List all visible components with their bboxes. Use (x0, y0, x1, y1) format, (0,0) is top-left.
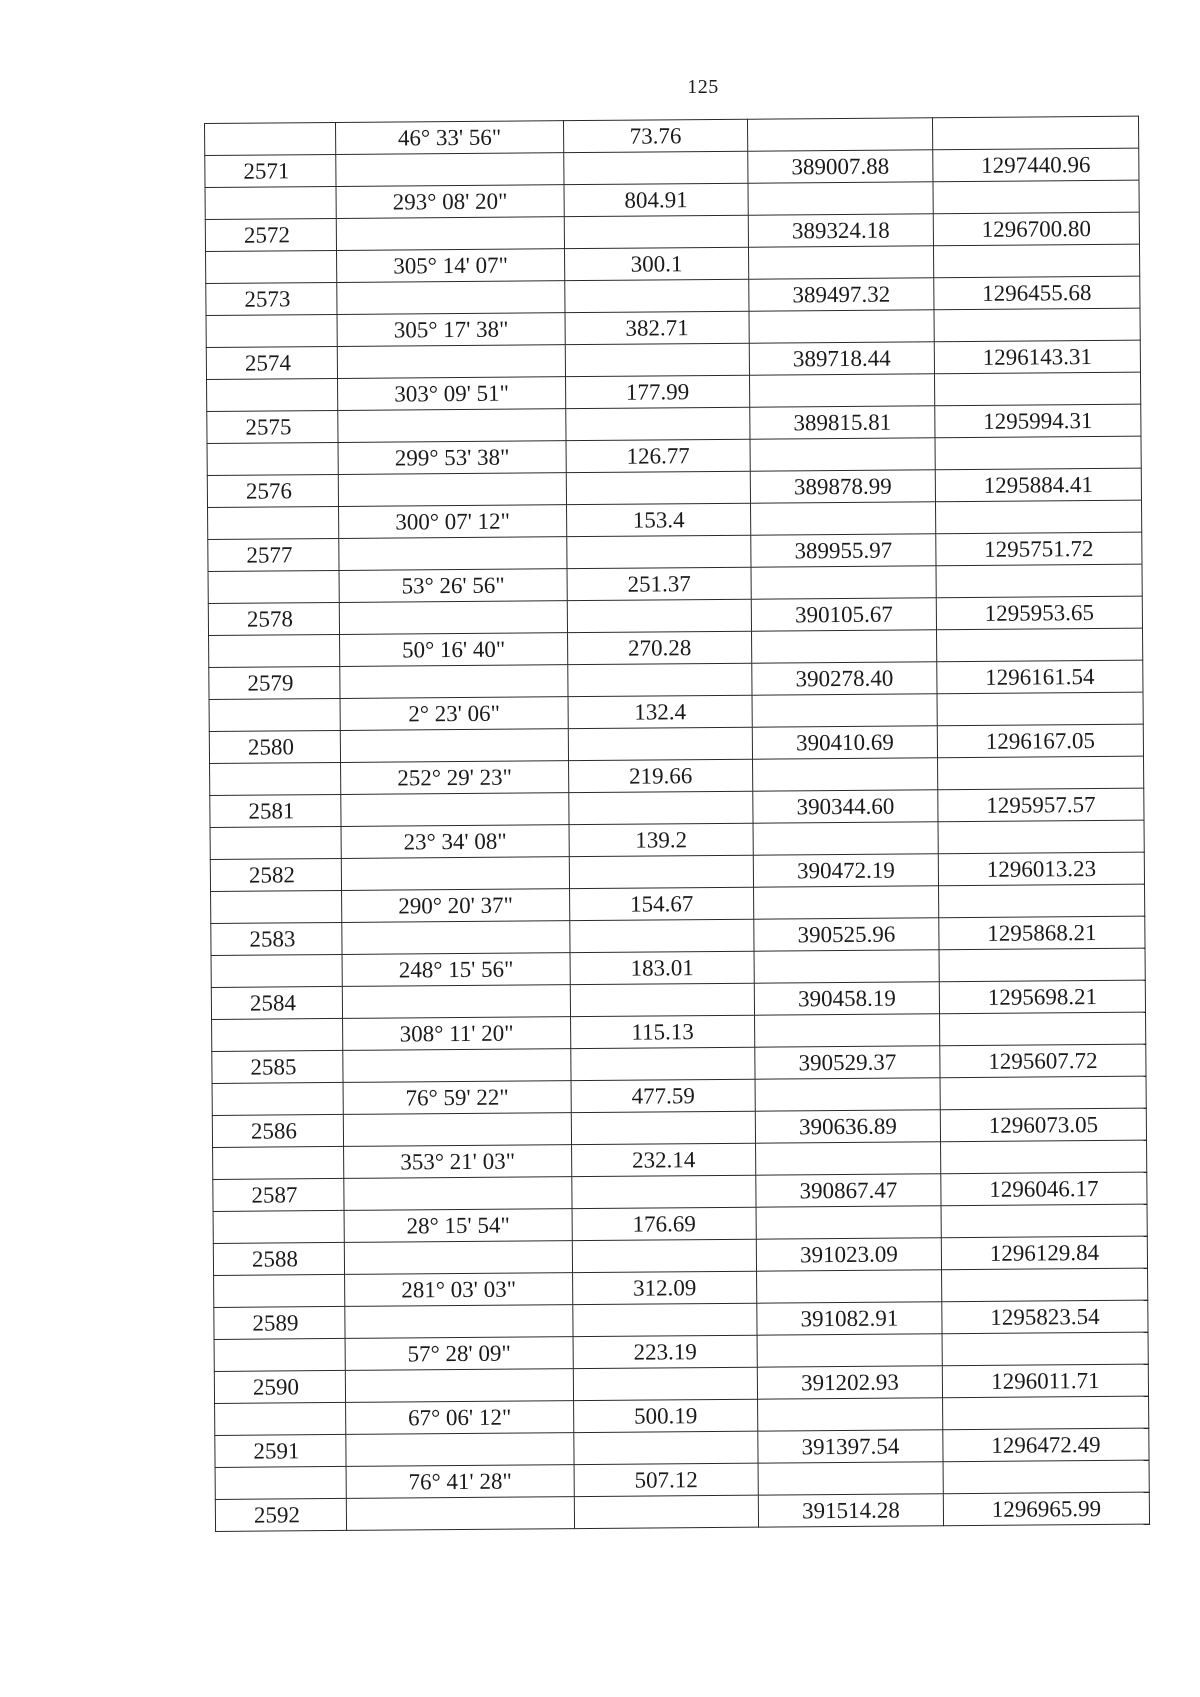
easting-cell: 389718.44 (749, 342, 934, 375)
distance-cell (567, 535, 751, 568)
bearing-cell (342, 985, 570, 1019)
station-cell: 2572 (205, 218, 336, 251)
station-cell (212, 1018, 343, 1051)
bearing-cell: 305° 17' 38" (337, 313, 565, 347)
bearing-cell (338, 409, 566, 443)
easting-cell (754, 950, 939, 983)
northing-cell (938, 820, 1144, 854)
distance-cell: 232.14 (572, 1143, 756, 1176)
station-cell: 2592 (215, 1498, 346, 1531)
distance-cell: 507.12 (574, 1463, 758, 1496)
easting-cell: 389324.18 (748, 214, 933, 247)
easting-cell: 389878.99 (750, 470, 935, 503)
bearing-cell (346, 1497, 574, 1531)
bearing-cell: 46° 33' 56" (335, 121, 563, 155)
station-cell: 2591 (215, 1434, 346, 1467)
station-cell (209, 634, 340, 667)
bearing-cell: 305° 14' 07" (337, 249, 565, 283)
easting-cell (751, 566, 936, 599)
station-cell: 2588 (213, 1242, 344, 1275)
bearing-cell (346, 1433, 574, 1467)
northing-cell (934, 372, 1140, 406)
distance-cell (571, 1111, 755, 1144)
northing-cell (943, 1460, 1149, 1494)
distance-cell: 183.01 (570, 951, 754, 984)
bearing-cell: 281° 03' 03" (345, 1273, 573, 1307)
northing-cell: 1296073.05 (940, 1108, 1146, 1142)
easting-cell (749, 374, 934, 407)
bearing-cell: 252° 29' 23" (341, 761, 569, 795)
northing-cell: 1296167.05 (937, 724, 1143, 758)
distance-cell: 251.37 (567, 567, 751, 600)
station-cell: 2574 (206, 346, 337, 379)
distance-cell: 139.2 (569, 823, 753, 856)
distance-cell: 500.19 (574, 1399, 758, 1432)
easting-cell: 389007.88 (748, 150, 933, 183)
distance-cell: 73.76 (563, 119, 747, 152)
bearing-cell (345, 1369, 573, 1403)
bearing-cell (342, 921, 570, 955)
station-cell: 2573 (206, 282, 337, 315)
northing-cell (938, 756, 1144, 790)
station-cell: 2583 (211, 922, 342, 955)
distance-cell (567, 599, 751, 632)
bearing-cell (341, 857, 569, 891)
easting-cell (751, 502, 936, 535)
easting-cell: 389815.81 (750, 406, 935, 439)
northing-cell: 1296700.80 (933, 212, 1139, 246)
northing-cell (942, 1268, 1148, 1302)
northing-cell: 1295884.41 (935, 468, 1141, 502)
bearing-cell (338, 473, 566, 507)
easting-cell (756, 1142, 941, 1175)
northing-cell: 1296011.71 (942, 1364, 1148, 1398)
northing-cell: 1295751.72 (936, 532, 1142, 566)
distance-cell (564, 151, 748, 184)
easting-cell (749, 310, 934, 343)
station-cell (209, 698, 340, 731)
easting-cell: 390525.96 (754, 918, 939, 951)
bearing-cell: 299° 53' 38" (338, 441, 566, 475)
easting-cell (756, 1206, 941, 1239)
easting-cell (755, 1078, 940, 1111)
station-cell: 2571 (205, 154, 336, 187)
station-row (215, 1492, 1149, 1531)
northing-cell: 1296129.84 (941, 1236, 1147, 1270)
distance-cell: 132.4 (568, 695, 752, 728)
bearing-cell (344, 1241, 572, 1275)
bearing-cell (337, 281, 565, 315)
bearing-cell: 293° 08' 20" (336, 185, 564, 219)
easting-cell: 391397.54 (758, 1430, 943, 1463)
distance-cell: 176.69 (572, 1207, 756, 1240)
distance-cell: 153.4 (567, 503, 751, 536)
easting-cell (757, 1334, 942, 1367)
northing-cell: 1296965.99 (943, 1492, 1149, 1526)
distance-cell (574, 1495, 758, 1528)
easting-cell (753, 822, 938, 855)
station-cell (210, 762, 341, 795)
bearing-cell: 53° 26' 56" (339, 569, 567, 603)
easting-cell: 390344.60 (753, 790, 938, 823)
station-cell (213, 1210, 344, 1243)
northing-cell (937, 628, 1143, 662)
easting-cell (758, 1462, 943, 1495)
distance-cell (572, 1239, 756, 1272)
distance-cell: 270.28 (568, 631, 752, 664)
northing-cell (932, 116, 1138, 150)
easting-cell (754, 886, 939, 919)
easting-cell: 391082.91 (757, 1302, 942, 1335)
distance-cell (573, 1367, 757, 1400)
station-cell (205, 186, 336, 219)
bearing-cell (340, 665, 568, 699)
distance-cell (572, 1175, 756, 1208)
distance-cell (573, 1303, 757, 1336)
station-cell (210, 826, 341, 859)
coordinate-table-body (205, 116, 1150, 1531)
distance-cell: 382.71 (565, 311, 749, 344)
distance-cell (568, 727, 752, 760)
northing-cell (935, 436, 1141, 470)
station-cell: 2578 (208, 602, 339, 635)
distance-cell: 477.59 (571, 1079, 755, 1112)
easting-cell: 390410.69 (752, 726, 937, 759)
station-cell (206, 250, 337, 283)
northing-cell: 1295957.57 (938, 788, 1144, 822)
station-cell (205, 122, 336, 155)
distance-cell (566, 471, 750, 504)
station-cell (207, 442, 338, 475)
distance-cell (566, 407, 750, 440)
easting-cell (755, 1014, 940, 1047)
station-cell (215, 1466, 346, 1499)
station-cell: 2590 (214, 1370, 345, 1403)
northing-cell (933, 180, 1139, 214)
distance-cell (565, 279, 749, 312)
northing-cell (934, 308, 1140, 342)
bearing-cell: 28° 15' 54" (344, 1209, 572, 1243)
distance-cell (565, 343, 749, 376)
distance-cell: 219.66 (569, 759, 753, 792)
northing-cell: 1296013.23 (938, 852, 1144, 886)
easting-cell: 389955.97 (751, 534, 936, 567)
distance-cell (570, 983, 754, 1016)
northing-cell: 1295868.21 (939, 916, 1145, 950)
northing-cell: 1296455.68 (934, 276, 1140, 310)
bearing-cell (339, 537, 567, 571)
easting-cell: 390105.67 (751, 598, 936, 631)
station-cell: 2584 (211, 986, 342, 1019)
station-cell (214, 1274, 345, 1307)
distance-cell: 312.09 (573, 1271, 757, 1304)
bearing-cell: 57° 28' 09" (345, 1337, 573, 1371)
easting-cell: 391202.93 (757, 1366, 942, 1399)
easting-cell: 389497.32 (749, 278, 934, 311)
easting-cell: 390278.40 (752, 662, 937, 695)
northing-cell (941, 1140, 1147, 1174)
distance-cell: 177.99 (566, 375, 750, 408)
station-cell (212, 1082, 343, 1115)
station-cell: 2579 (209, 666, 340, 699)
bearing-cell: 76° 59' 22" (343, 1081, 571, 1115)
bearing-cell (337, 345, 565, 379)
bearing-cell: 50° 16' 40" (340, 633, 568, 667)
bearing-cell: 300° 07' 12" (339, 505, 567, 539)
station-cell: 2576 (207, 474, 338, 507)
distance-cell (574, 1431, 758, 1464)
distance-cell (569, 791, 753, 824)
easting-cell (748, 182, 933, 215)
easting-cell (750, 438, 935, 471)
easting-cell: 390529.37 (755, 1046, 940, 1079)
easting-cell: 390867.47 (756, 1174, 941, 1207)
station-cell: 2577 (208, 538, 339, 571)
station-cell (208, 506, 339, 539)
northing-cell: 1295823.54 (942, 1300, 1148, 1334)
bearing-cell (344, 1177, 572, 1211)
station-cell: 2575 (207, 410, 338, 443)
easting-cell (758, 1398, 943, 1431)
bearing-cell (345, 1305, 573, 1339)
easting-cell (748, 246, 933, 279)
bearing-cell: 353° 21' 03" (344, 1145, 572, 1179)
northing-cell (941, 1204, 1147, 1238)
distance-cell (571, 1047, 755, 1080)
station-cell (208, 570, 339, 603)
station-cell: 2589 (214, 1306, 345, 1339)
distance-cell: 126.77 (566, 439, 750, 472)
northing-cell (940, 1076, 1146, 1110)
northing-cell: 1296046.17 (941, 1172, 1147, 1206)
distance-cell: 154.67 (570, 887, 754, 920)
bearing-cell: 76° 41' 28" (346, 1465, 574, 1499)
distance-cell (570, 919, 754, 952)
station-cell: 2580 (209, 730, 340, 763)
northing-cell: 1295953.65 (936, 596, 1142, 630)
station-cell: 2586 (212, 1114, 343, 1147)
northing-cell: 1296472.49 (943, 1428, 1149, 1462)
station-cell: 2581 (210, 794, 341, 827)
easting-cell: 390458.19 (754, 982, 939, 1015)
northing-cell: 1296143.31 (934, 340, 1140, 374)
bearing-cell: 23° 34' 08" (341, 825, 569, 859)
northing-cell: 1297440.96 (933, 148, 1139, 182)
bearing-cell: 248° 15' 56" (342, 953, 570, 987)
bearing-cell (343, 1049, 571, 1083)
easting-cell (752, 694, 937, 727)
northing-cell (933, 244, 1139, 278)
station-cell (213, 1146, 344, 1179)
distance-cell (568, 663, 752, 696)
distance-cell: 804.91 (564, 183, 748, 216)
bearing-cell (341, 793, 569, 827)
station-cell (207, 378, 338, 411)
northing-cell (943, 1396, 1149, 1430)
bearing-cell (343, 1113, 571, 1147)
coordinate-table-wrapper (204, 116, 1149, 1532)
northing-cell: 1295994.31 (935, 404, 1141, 438)
station-cell: 2582 (210, 858, 341, 891)
bearing-cell: 2° 23' 06" (340, 697, 568, 731)
easting-cell: 391514.28 (758, 1494, 943, 1527)
northing-cell: 1295698.21 (939, 980, 1145, 1014)
northing-cell: 1296161.54 (937, 660, 1143, 694)
northing-cell (940, 1012, 1146, 1046)
easting-cell (757, 1270, 942, 1303)
distance-cell (564, 215, 748, 248)
station-cell: 2585 (212, 1050, 343, 1083)
northing-cell (939, 884, 1145, 918)
northing-cell: 1295607.72 (940, 1044, 1146, 1078)
bearing-cell (336, 217, 564, 251)
station-cell (211, 954, 342, 987)
bearing-cell: 308° 11' 20" (343, 1017, 571, 1051)
easting-cell: 390472.19 (753, 854, 938, 887)
station-cell: 2587 (213, 1178, 344, 1211)
northing-cell (935, 500, 1141, 534)
easting-cell (753, 758, 938, 791)
distance-cell (569, 855, 753, 888)
coordinate-table (204, 116, 1150, 1532)
bearing-cell: 67° 06' 12" (346, 1401, 574, 1435)
bearing-cell (339, 601, 567, 635)
bearing-cell (340, 729, 568, 763)
easting-cell: 391023.09 (756, 1238, 941, 1271)
distance-cell: 115.13 (571, 1015, 755, 1048)
easting-cell (752, 630, 937, 663)
northing-cell (936, 564, 1142, 598)
northing-cell (939, 948, 1145, 982)
bearing-cell (336, 153, 564, 187)
easting-cell (747, 118, 932, 151)
easting-cell: 390636.89 (755, 1110, 940, 1143)
northing-cell (937, 692, 1143, 726)
station-cell (215, 1402, 346, 1435)
bearing-cell: 290° 20' 37" (342, 889, 570, 923)
northing-cell (942, 1332, 1148, 1366)
station-cell (214, 1338, 345, 1371)
station-cell (211, 890, 342, 923)
page-number: 125 (687, 76, 719, 98)
distance-cell: 300.1 (564, 247, 748, 280)
bearing-cell: 303° 09' 51" (338, 377, 566, 411)
station-cell (206, 314, 337, 347)
distance-cell: 223.19 (573, 1335, 757, 1368)
